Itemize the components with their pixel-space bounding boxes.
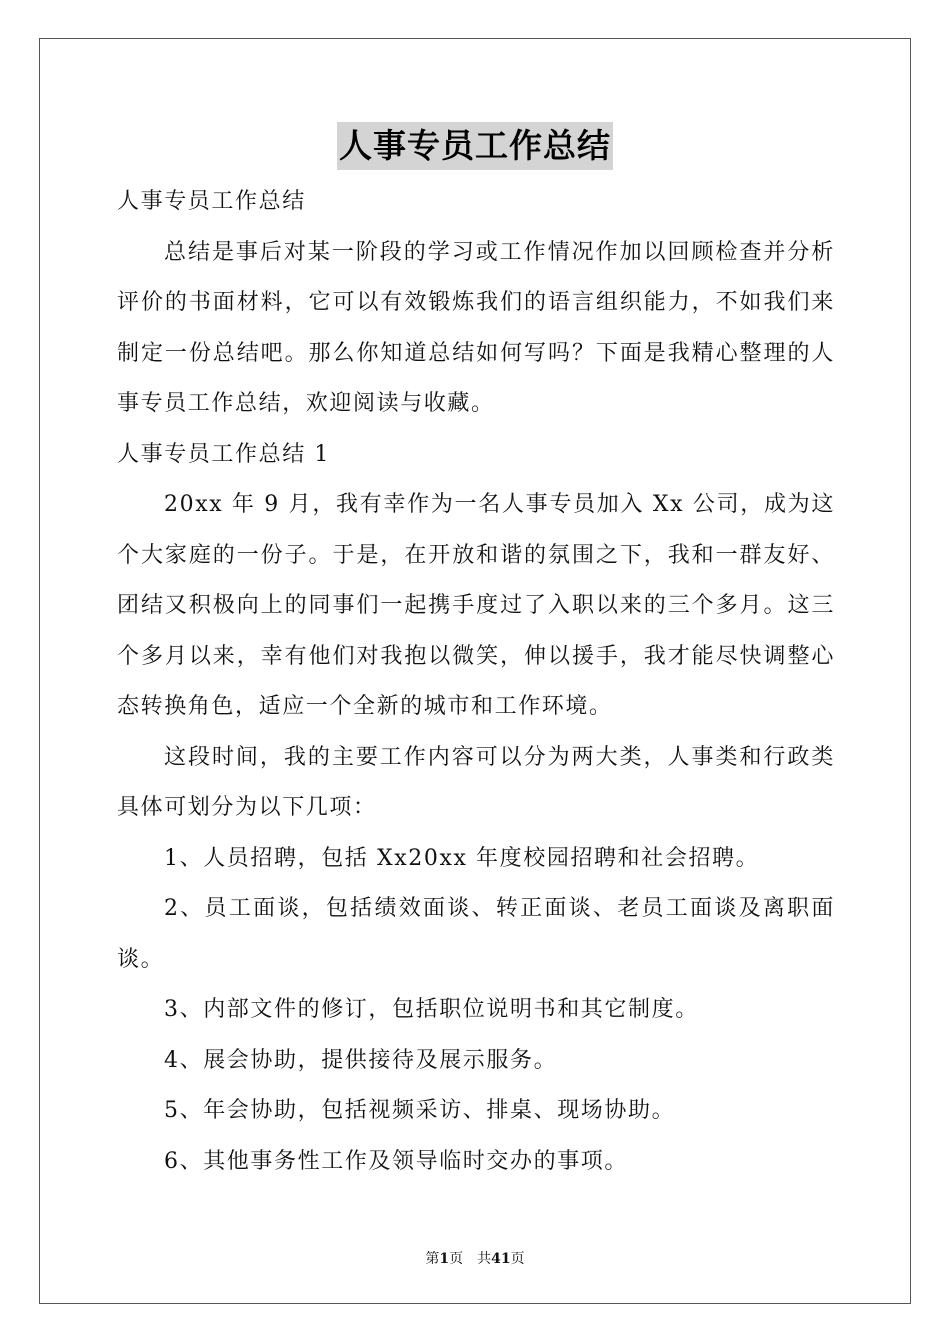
page-footer (0, 1248, 950, 1268)
page-prefix: 第 (425, 1251, 440, 1267)
total-suffix: 页 (510, 1251, 525, 1267)
list-item: 2、员工面谈，包括绩效面谈、转正面谈、老员工面谈及离职面谈。 (117, 896, 835, 972)
paragraph: 人事专员工作总结 (117, 189, 306, 214)
list-item: 4、展会协助，提供接待及展示服务。 (164, 1047, 558, 1073)
list-item: 5、年会协助，包括视频采访、排桌、现场协助。 (164, 1098, 676, 1123)
total-prefix: 共 (477, 1251, 492, 1267)
section-heading: 人事专员工作总结 1 (117, 441, 330, 467)
document-title: 人事专员工作总结 (337, 122, 613, 170)
list-item: 6、其他事务性工作及领导临时交办的事项。 (164, 1148, 628, 1174)
paragraph: 这段时间，我的主要工作内容可以分为两大类，人事类和行政类具体可划分为以下几项： (117, 744, 835, 820)
document-body (117, 177, 835, 1187)
paragraph: 总结是事后对某一阶段的学习或工作情况作加以回顾检查并分析评价的书面材料，它可以有效锻炼我们的语言组织能力，不如我们来制定一份总结吧。那么你知道总结如何写吗？下面是我精心整理的人事专员工作总结，欢迎阅读与收藏。 (117, 239, 835, 416)
page-number: 1 (439, 1251, 450, 1267)
total-pages: 41 (491, 1251, 511, 1267)
list-item: 3、内部文件的修订，包括职位说明书和其它制度。 (164, 997, 699, 1022)
list-item: 1、人员招聘，包括 Xx20xx 年度校园招聘和社会招聘。 (164, 845, 760, 871)
page-suffix: 页 (449, 1251, 464, 1267)
paragraph: 20xx 年 9 月，我有幸作为一名人事专员加入 Xx 公司，成为这个大家庭的一份子。于是，在开放和谐的氛围之下，我和一群友好、团结又积极向上的同事们一起携手度过了入职以来的三个多月。这三个多月以来，幸有他们对我抱以微笑，伸以援手，我才能尽快调整心态转换角色，适应一个全新的城市和工作环境。 (117, 492, 835, 719)
title-container (0, 122, 950, 170)
